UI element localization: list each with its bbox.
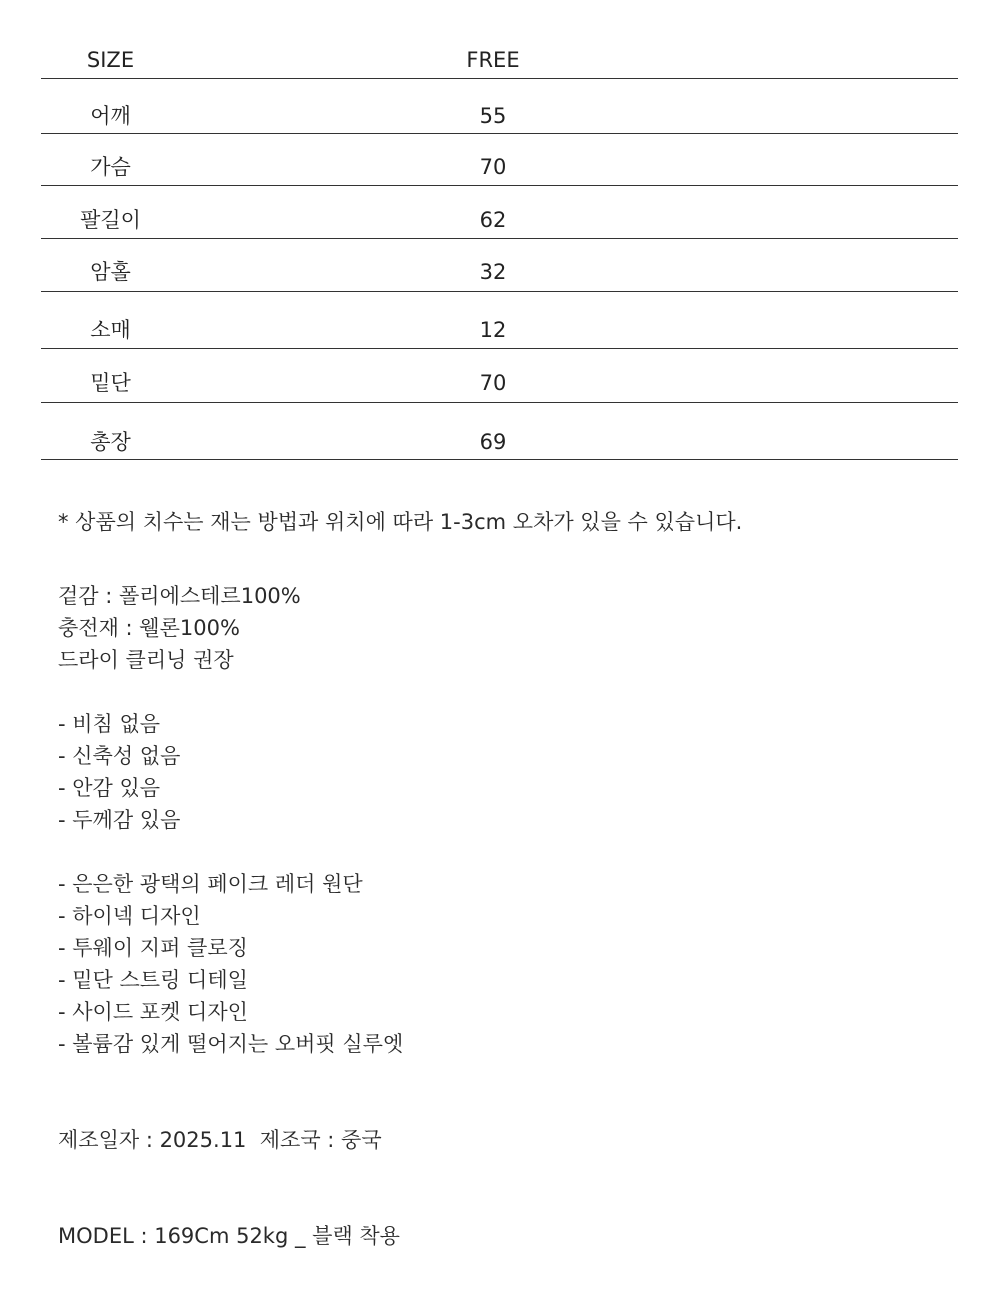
product-notes — [58, 506, 958, 1252]
size-table — [41, 38, 958, 460]
measurement-value: 70 — [479, 155, 507, 179]
measurement-label: 암홀 — [90, 260, 131, 284]
care-instruction: 드라이 클리닝 권장 — [58, 648, 234, 672]
size-table-header — [41, 38, 958, 79]
table-row — [41, 79, 958, 134]
measurement-label: 총장 — [90, 430, 131, 454]
feature-item: - 투웨이 지퍼 클로징 — [58, 936, 248, 960]
measurement-note: * 상품의 치수는 재는 방법과 위치에 따라 1-3cm 오차가 있을 수 있습니다. — [58, 510, 743, 534]
table-row — [41, 134, 958, 186]
model-info: MODEL : 169Cm 52kg _ 블랙 착용 — [58, 1224, 400, 1248]
feature-item: - 밑단 스트링 디테일 — [58, 968, 248, 992]
table-row — [41, 292, 958, 349]
property-item: - 안감 있음 — [58, 776, 161, 800]
measurement-value: 32 — [479, 260, 507, 284]
size-header-label: SIZE — [86, 48, 135, 72]
feature-item: - 하이넥 디자인 — [58, 904, 201, 928]
measurement-label: 가슴 — [90, 155, 131, 179]
manufacture-info: 제조일자 : 2025.11 제조국 : 중국 — [58, 1128, 382, 1152]
table-row — [41, 403, 958, 460]
feature-item: - 은은한 광택의 페이크 레더 원단 — [58, 872, 363, 896]
measurement-label: 팔길이 — [80, 208, 141, 232]
measurement-value: 69 — [479, 430, 507, 454]
measurement-value: 12 — [479, 318, 507, 342]
measurement-label: 소매 — [90, 318, 131, 342]
measurement-label: 어깨 — [90, 104, 131, 128]
measurement-value: 62 — [479, 208, 507, 232]
measurement-label: 밑단 — [90, 371, 131, 395]
measurement-value: 55 — [479, 104, 507, 128]
feature-item: - 사이드 포켓 디자인 — [58, 1000, 248, 1024]
property-item: - 두께감 있음 — [58, 808, 181, 832]
table-row — [41, 239, 958, 292]
table-row — [41, 186, 958, 239]
property-item: - 신축성 없음 — [58, 744, 181, 768]
material-outer: 겉감 : 폴리에스테르100% — [58, 584, 301, 608]
table-row — [41, 349, 958, 403]
material-filling: 충전재 : 웰론100% — [58, 616, 240, 640]
size-header-value: FREE — [466, 48, 520, 72]
measurement-value: 70 — [479, 371, 507, 395]
property-item: - 비침 없음 — [58, 712, 161, 736]
feature-item: - 볼륨감 있게 떨어지는 오버핏 실루엣 — [58, 1032, 404, 1056]
